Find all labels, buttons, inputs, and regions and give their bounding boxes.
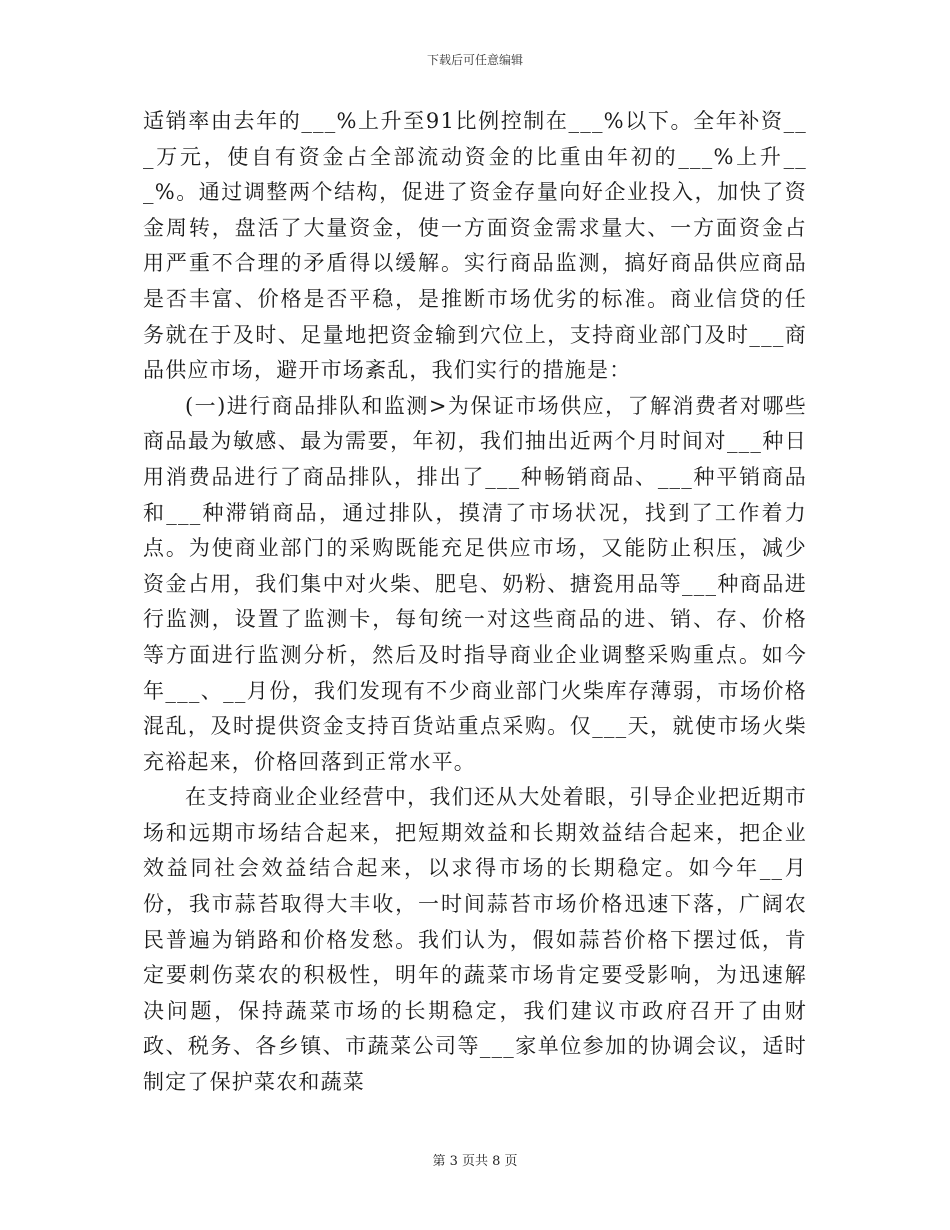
paragraph-3: 在支持商业企业经营中，我们还从大处着眼，引导企业把近期市场和远期市场结合起来，把短期效益和长期效益结合起来，把企业效益同社会效益结合起来，以求得市场的长期稳定。如今年__月份，我市蒜苔取得大丰收，一时间蒜苔市场价格迅速下落，广阔农民普遍为销路和价格发愁。我们认为，假如蒜苔价格下摆过低，肯定要刺伤菜农的积极性，明年的蔬菜市场肯定要受影响，为迅速解决问题，保持蔬菜市场的长期稳定，我们建议市政府召开了由财政、税务、各乡镇、市蔬菜公司等___家单位参加的协调会议，适时制定了保护菜农和蔬菜 (143, 785, 807, 1095)
paragraph-2: (一)进行商品排队和监测>为保证市场供应，了解消费者对哪些商品最为敏感、最为需要，年初，我们抽出近两个月时间对___种日用消费品进行了商品排队，排出了___种畅销商品、___种平销商品和___种滞销商品，通过排队，摸清了市场状况，找到了工作着力点。为使商业部门的采购既能充足供应市场，又能防止积压，减少资金占用，我们集中对火柴、肥皂、奶粉、搪瓷用品等___种商品进行监测，设置了监测卡，每旬统一对这些商品的进、销、存、价格等方面进行监测分析，然后及时指导商业企业调整采购重点。如今年___、__月份，我们发现有不少商业部门火柴库存薄弱，市场价格混乱，及时提供资金支持百货站重点采购。仅___天，就使市场火柴充裕起来，价格回落到正常水平。 (143, 393, 807, 774)
page-header: 下载后可任意编辑 (426, 53, 523, 67)
paragraph-1: 适销率由去年的___%上升至91比例控制在___%以下。全年补资___万元，使自有资金占全部流动资金的比重由年初的___%上升___%。通过调整两个结构，促进了资金存量向好企业投入，加快了资金周转，盘活了大量资金，使一方面资金需求量大、一方面资金占用严重不合理的矛盾得以缓解。实行商品监测，搞好商品供应商品是否丰富、价格是否平稳，是推断市场优劣的标准。商业信贷的任务就在于及时、足量地把资金输到穴位上，支持商业部门及时___商品供应市场，避开市场紊乱，我们实行的措施是： (143, 109, 807, 383)
page-number-footer: 第 3 页共 8 页 (432, 1154, 518, 1169)
document-body (143, 104, 807, 1101)
